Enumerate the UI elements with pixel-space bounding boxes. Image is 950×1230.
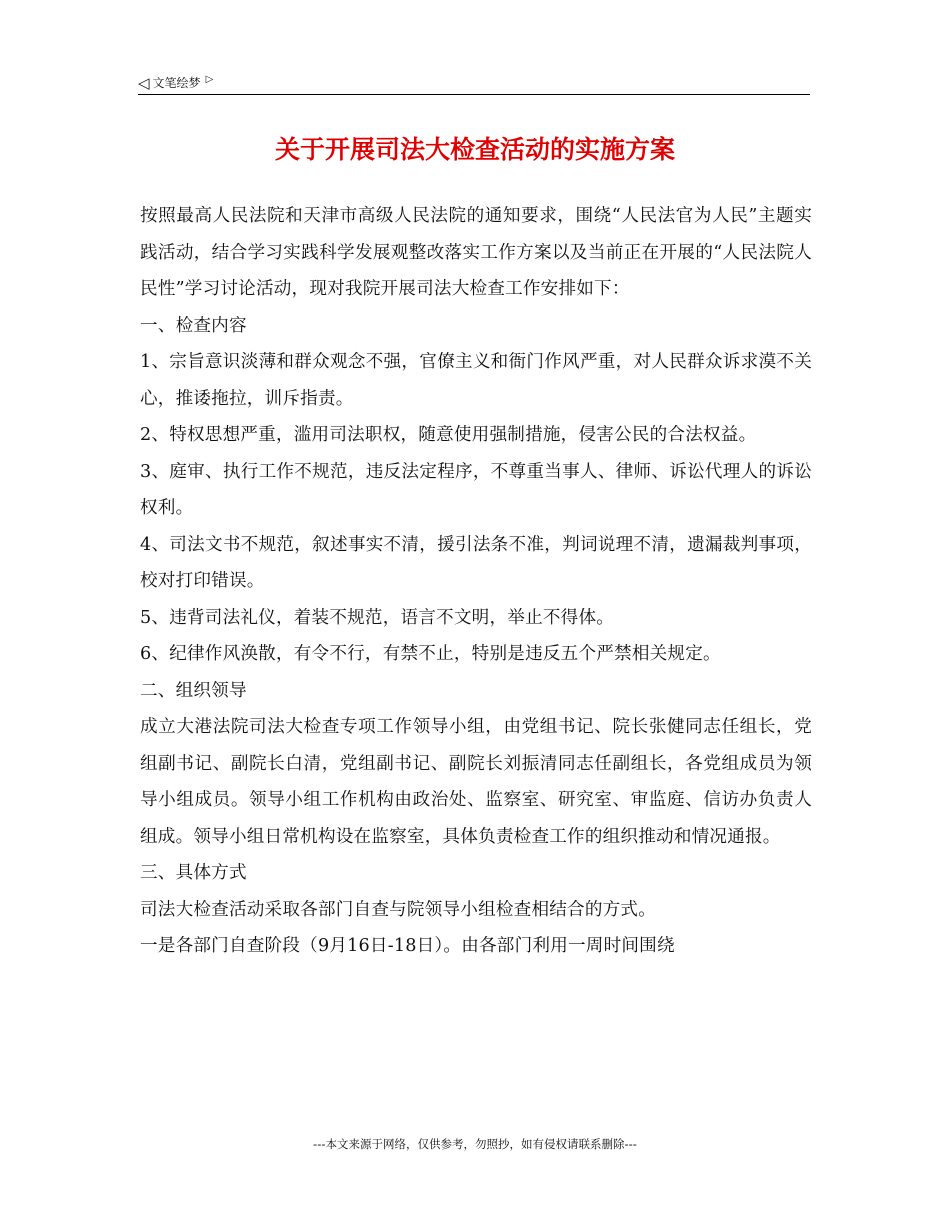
triangle-right-icon: ▷ (205, 74, 214, 85)
body-paragraph: 司法大检查活动采取各部门自查与院领导小组检查相结合的方式。 (140, 899, 657, 920)
section-heading: 二、组织领导 (140, 680, 247, 701)
header-brand: 文笔绘梦 (152, 76, 201, 90)
list-item: 1、宗旨意识淡薄和群众观念不强，官僚主义和衙门作风严重，对人民群众诉求漠不关心，推诿拖拉，训斥指责。 (140, 352, 812, 409)
intro-paragraph: 按照最高人民法院和天津市高级人民法院的通知要求，围绕“人民法官为人民”主题实践活动，结合学习实践科学发展观整改落实工作方案以及当前正在开展的“人民法院人民性”学习讨论活动，现对我院开展司法大检查工作安排如下： (140, 206, 812, 299)
list-item: 5、违背司法礼仪，着装不规范，语言不文明，举止不得体。 (140, 607, 615, 628)
document-body (140, 198, 812, 965)
section-heading: 一、检查内容 (140, 315, 247, 336)
list-item: 4、司法文书不规范，叙述事实不清，援引法条不准，判词说理不清，遗漏裁判事项，校对打印错误。 (140, 534, 812, 591)
body-paragraph: 一是各部门自查阶段（9月16日-18日）。由各部门利用一周时间围绕 (140, 936, 675, 956)
section-heading: 三、具体方式 (140, 863, 247, 883)
page-footer: ---本文来源于网络，仅供参考，勿照抄，如有侵权请联系删除--- (313, 1137, 637, 1151)
page-header (138, 72, 810, 95)
document-title: 关于开展司法大检查活动的实施方案 (274, 135, 675, 164)
list-item: 3、庭审、执行工作不规范，违反法定程序，不尊重当事人、律师、诉讼代理人的诉讼权利。 (140, 461, 812, 518)
list-item: 6、纪律作风涣散，有令不行，有禁不止，特别是违反五个严禁相关规定。 (140, 644, 721, 664)
list-item: 2、特权思想严重，滥用司法职权，随意使用强制措施，侵害公民的合法权益。 (140, 425, 757, 445)
body-paragraph: 成立大港法院司法大检查专项工作领导小组，由党组书记、院长张健同志任组长，党组副书记、副院长白清，党组副书记、副院长刘振清同志任副组长，各党组成员为领导小组成员。领导小组工作机构由政治处、监察室、研究室、审监庭、信访办负责人组成。领导小组日常机构设在监察室，具体负责检查工作的组织推动和情况通报。 (140, 717, 812, 847)
triangle-left-icon: ◁ (138, 74, 150, 92)
